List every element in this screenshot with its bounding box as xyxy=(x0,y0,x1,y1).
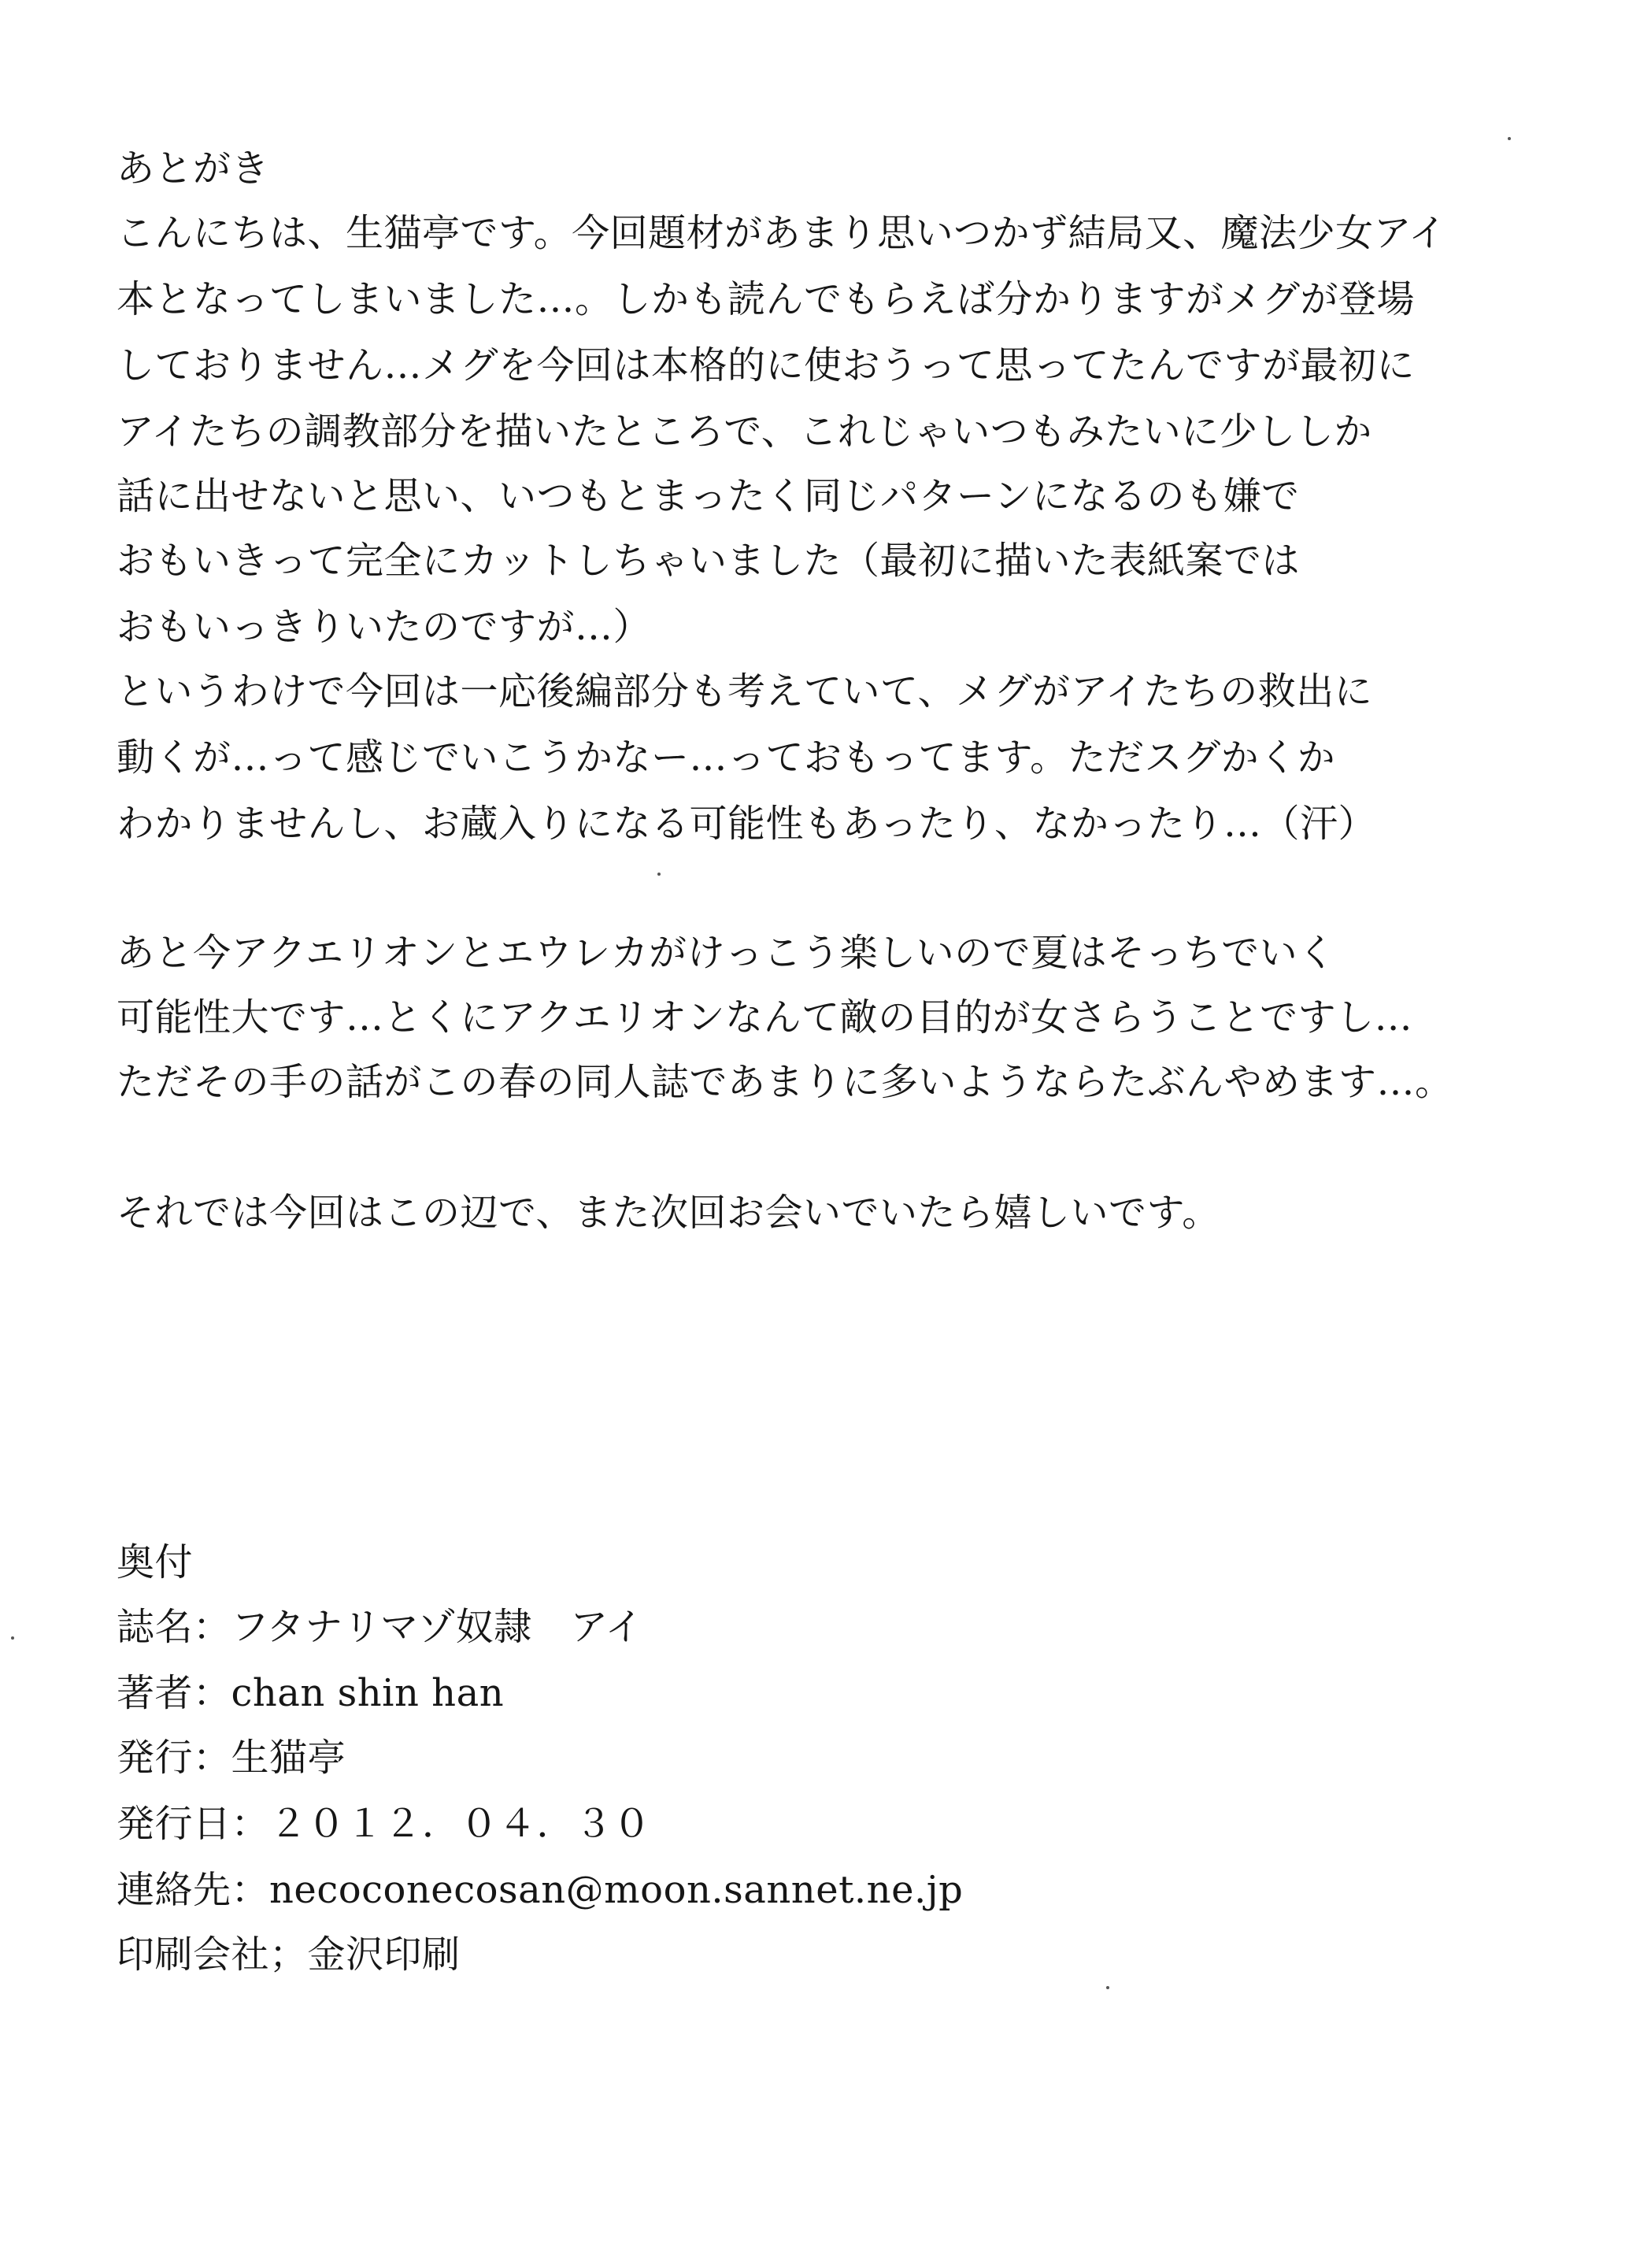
scan-speck xyxy=(1508,137,1511,140)
afterword-heading: あとがき xyxy=(117,146,270,191)
afterword-line: わかりませんし、お蔵入りになる可能性もあったり、なかったり…（汗） xyxy=(117,802,1377,846)
afterword-line: あと今アクエリオンとエウレカがけっこう楽しいので夏はそっちでいく xyxy=(117,931,1336,975)
afterword-line: こんにちは、生猫亭です。今回題材があまり思いつかず結局又、魔法少女アイ xyxy=(117,211,1447,255)
colophon-publisher: 発行：生猫亭 xyxy=(117,1736,346,1780)
afterword-line: 本となってしまいました…。しかも読んでもらえば分かりますがメグが登場 xyxy=(117,277,1416,321)
afterword-line: 可能性大です…とくにアクエリオンなんて敵の目的が女さらうことですし… xyxy=(117,995,1413,1040)
afterword-line: ただその手の話がこの春の同人誌であまりに多いようならたぶんやめます…。 xyxy=(117,1060,1453,1104)
scan-speck xyxy=(657,873,661,876)
colophon-author: 著者：chan shin han xyxy=(117,1671,505,1715)
colophon-contact: 連絡先：necoconecosan@moon.sannet.ne.jp xyxy=(117,1868,964,1912)
colophon-title: 誌名：フタナリマゾ奴隷 アイ xyxy=(117,1605,643,1649)
scan-speck xyxy=(1106,1986,1109,1989)
afterword-line: アイたちの調教部分を描いたところで、これじゃいつもみたいに少ししか xyxy=(117,410,1372,454)
colophon-printer: 印刷会社；金沢印刷 xyxy=(117,1933,461,1977)
colophon-date: 発行日：２０１２．０４．３０ xyxy=(117,1802,652,1846)
afterword-line: おもいっきりいたのですが…） xyxy=(117,605,652,649)
afterword-line: というわけで今回は一応後編部分も考えていて、メグがアイたちの救出に xyxy=(117,669,1373,713)
afterword-line: 動くが…って感じでいこうかなー…っておもってます。ただスグかくか xyxy=(117,736,1336,780)
colophon-heading: 奥付 xyxy=(117,1540,194,1584)
afterword-closing: それでは今回はこの辺で、また次回お会いでいたら嬉しいです。 xyxy=(117,1191,1220,1235)
afterword-line: 話に出せないと思い、いつもとまったく同じパターンになるのも嫌で xyxy=(117,474,1300,518)
afterword-line: しておりません…メグを今回は本格的に使おうって思ってたんですが最初に xyxy=(117,343,1416,387)
afterword-line: おもいきって完全にカットしちゃいました（最初に描いた表紙案では xyxy=(117,539,1301,583)
scan-speck xyxy=(11,1636,14,1640)
